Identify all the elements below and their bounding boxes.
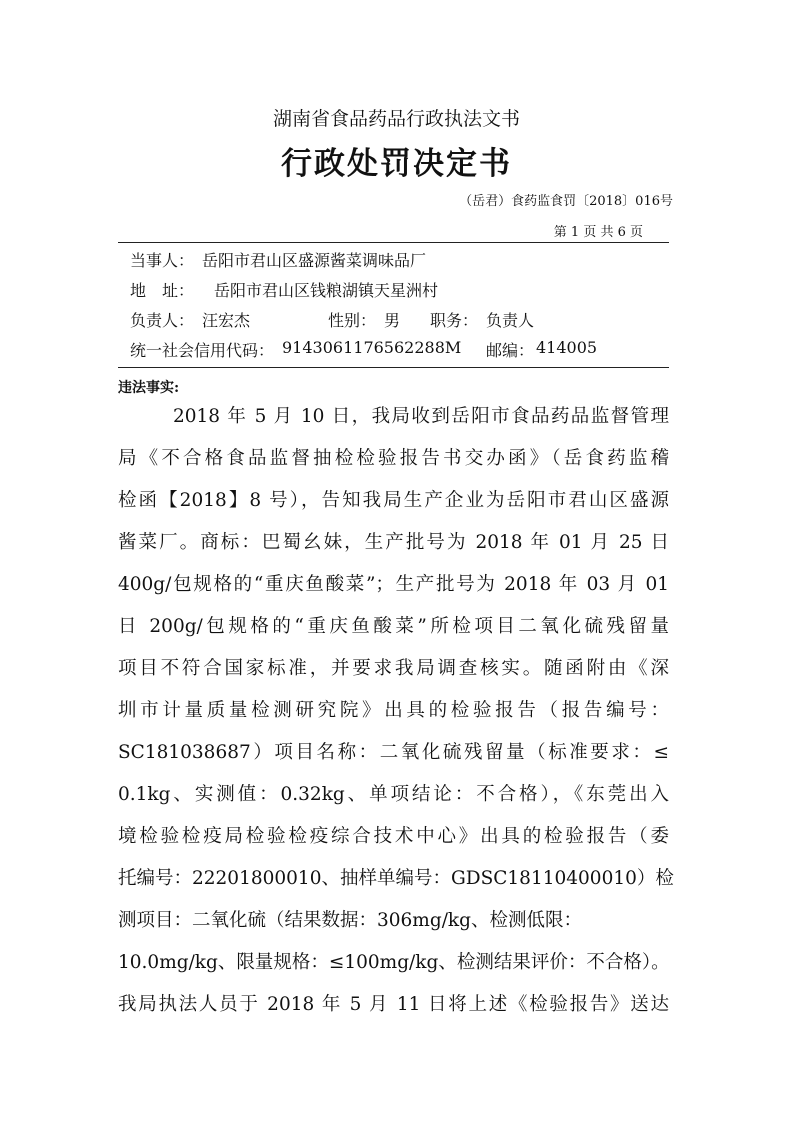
document-header-org: 湖南省食品药品行政执法文书: [272, 108, 520, 130]
facts-line: SC181038687）项目名称：二氧化硫残留量（标准要求：≤: [118, 742, 669, 763]
document-title: 行政处罚决定书: [281, 146, 512, 182]
facts-line: 托编号：22201800010、抽样单编号：GDSC18110400010）检: [118, 868, 674, 889]
facts-line: 10.0mg/kg、限量规格：≤100mg/kg、检测结果评价：不合格）。: [118, 952, 670, 973]
party-postcode-label: 邮编：: [486, 341, 535, 360]
facts-line: 圳市计量质量检测研究院》出具的检验报告（报告编号：: [118, 700, 669, 721]
page-info: 第 1 页 共 6 页: [553, 225, 643, 240]
party-role-label: 职务：: [430, 311, 479, 330]
party-person-value: 汪宏杰: [202, 311, 251, 330]
party-name-value: 岳阳市君山区盛源酱菜调味品厂: [202, 251, 427, 270]
party-postcode-value: 414005: [536, 338, 598, 357]
facts-body: [118, 396, 674, 1026]
facts-line: 检函【2018】8 号），告知我局生产企业为岳阳市君山区盛源: [118, 490, 669, 511]
party-credit-label: 统一社会信用代码：: [130, 341, 275, 360]
facts-line: 项目不符合国家标准，并要求我局调查核实。随函附由《深: [118, 658, 669, 679]
party-name-label: 当事人：: [130, 251, 195, 270]
facts-line: 日 200g/包规格的“重庆鱼酸菜”所检项目二氧化硫残留量: [118, 616, 669, 637]
divider-bottom: [118, 367, 669, 368]
facts-line: 局《不合格食品监督抽检检验报告书交办函》（岳食药监稽: [118, 448, 669, 469]
facts-line: 0.1kg、实测值：0.32kg、单项结论：不合格），《东莞出入: [118, 784, 669, 805]
facts-line: 2018 年 5 月 10 日，我局收到岳阳市食品药品监督管理: [173, 406, 669, 427]
party-address-label: 地 址：: [130, 281, 195, 300]
facts-line: 测项目：二氧化硫（结果数据：306mg/kg、检测低限：: [118, 910, 582, 931]
section-title-facts: 违法事实:: [118, 380, 180, 396]
party-gender-value: 男: [384, 311, 401, 330]
facts-line: 我局执法人员于 2018 年 5 月 11 日将上述《检验报告》送达: [118, 994, 669, 1015]
facts-line: 境检验检疫局检验检疫综合技术中心》出具的检验报告（委: [118, 826, 669, 847]
party-address-value: 岳阳市君山区钱粮湖镇天星洲村: [214, 281, 439, 300]
document-number: （岳君）食药监食罚〔2018〕016号: [459, 194, 673, 209]
facts-line: 酱菜厂。商标：巴蜀幺妹，生产批号为 2018 年 01 月 25 日: [118, 532, 669, 553]
facts-line: 400g/包规格的“重庆鱼酸菜”；生产批号为 2018 年 03 月 01: [118, 574, 669, 595]
party-credit-value: 91430611765622​88M: [282, 338, 462, 357]
divider-top: [118, 242, 669, 243]
party-gender-label: 性别：: [328, 311, 377, 330]
party-role-value: 负责人: [486, 311, 535, 330]
party-person-label: 负责人：: [130, 311, 195, 330]
